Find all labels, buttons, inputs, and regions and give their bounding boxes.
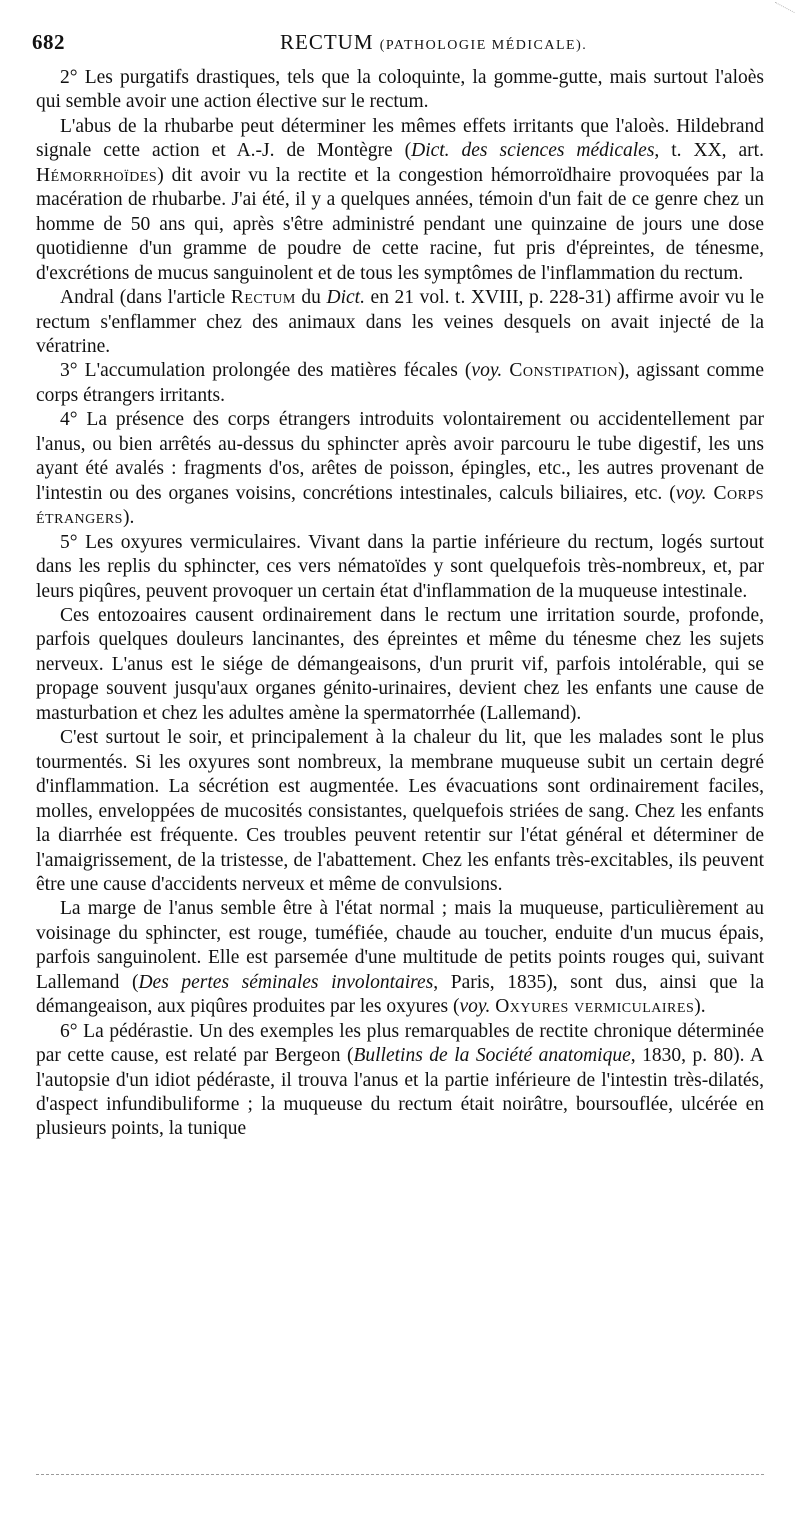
text-run: Andral (dans l'article — [60, 287, 231, 309]
paragraph-corps-etrangers — [36, 408, 764, 530]
text-run: ) dit avoir vu la rectite et la congestion hémorroïdhaire provoquées par la macération de rhubarbe. J'ai été, il y a quelques années, témoin d'un fait de ce genre chez un homme de 50 ans qui, après s'être administré pendant une quinzaine de jours une dose quotidienne d'un gramme de poudre de cette racine, fut pris d'épreintes, de ténesme, d'excrétions de mucus sanguinolent et de tous les symptômes de l'inflammation du rectum. — [36, 164, 764, 284]
text-run: en 21 vol. t. XVIII, p. 228-31) affirme avoir vu le rectum s'enflammer chez des animaux dans les veines desquels on avait injecté de la vératrine. — [36, 287, 765, 357]
text-run: ). — [122, 507, 135, 529]
paragraph-purgatifs — [36, 66, 764, 115]
running-title-subtitle: (PATHOLOGIE MÉDICALE). — [379, 38, 588, 53]
italic-citation: voy. — [675, 482, 707, 504]
footer-divider — [36, 1474, 764, 1475]
paragraph-oxyures — [36, 531, 764, 604]
small-caps-reference: Constipation — [509, 360, 619, 382]
running-title-main: RECTUM — [280, 30, 374, 54]
italic-citation: Bulletins de la Société anatomique — [353, 1045, 631, 1067]
running-header — [32, 30, 770, 64]
paragraph-andral — [36, 286, 764, 359]
paragraph-soir — [36, 726, 764, 897]
text-run: 2° Les purgatifs drastiques, tels que la coloquinte, la gomme-gutte, mais surtout l'aloès qui semble avoir une action élective sur le rectum. — [36, 67, 764, 113]
text-run: , t. XX, art. — [654, 140, 764, 162]
text-run: , 1830, p. 80). A l'autopsie d'un idiot pédéraste, il trouva l'anus et la partie inférieure de l'intestin très-dilatés, d'aspect infundibuliforme ; la muqueuse du rectum était noirâtre, boursouflée, ulcérée en plusieurs points, la tunique — [36, 1045, 764, 1140]
text-run: , Paris, 1835), sont dus, ainsi que la démangeaison, aux piqûres produites par les oxyures ( — [36, 971, 765, 1018]
paragraph-rhubarbe — [36, 115, 764, 286]
small-caps-reference: Corps étrangers — [36, 482, 764, 529]
paragraph-pederastie — [36, 1020, 764, 1142]
paragraph-entozoaires — [36, 604, 764, 726]
text-run: Ces entozoaires causent ordinairement dans le rectum une irritation sourde, profonde, parfois quelques douleurs lancinantes, des épreintes et même du ténesme chez les sujets nerveux. L'anus est le siége de démangeaisons, d'un prurit vif, parfois intolérable, qui se propage souvent jusqu'aux organes génito-urinaires, devient chez les enfants une cause de masturbation et chez les adultes amène la spermatorrhée (Lallemand). — [36, 604, 764, 724]
running-title — [280, 30, 587, 55]
italic-citation: Dict. — [326, 287, 365, 309]
page-corner-mark — [767, 2, 794, 27]
italic-citation: Des pertes séminales involontaires — [138, 971, 434, 993]
paragraph-marge-anus — [36, 897, 764, 1019]
italic-citation: voy. — [459, 996, 491, 1018]
small-caps-reference: Rectum — [230, 287, 296, 309]
text-run: 3° L'accumulation prolongée des matières fécales ( — [60, 360, 472, 382]
body-text — [36, 66, 764, 1142]
small-caps-reference: Hémorrhoïdes — [36, 164, 158, 186]
text-run: ). — [694, 996, 706, 1018]
paragraph-matieres-fecales — [36, 359, 764, 408]
text-run: 5° Les oxyures vermiculaires. Vivant dans la partie inférieure du rectum, logés surtout dans les replis du sphincter, ces vers nématoïdes y sont quelquefois très-nombreux, et, par leurs piqûres, peuvent provoquer un certain état d'inflammation de la muqueuse intestinale. — [36, 531, 764, 602]
text-run: 6° La pédérastie. Un des exemples les plus remarquables de rectite chronique déterminée par cette cause, est relaté par Bergeon ( — [36, 1020, 764, 1067]
page-number: 682 — [32, 30, 65, 54]
text-run: du — [295, 287, 327, 309]
text-run: 4° La présence des corps étrangers introduits volontairement ou accidentellement par l'anus, ou bien arrêtés au-dessus du sphincter après avoir parcouru le tube digestif, les uns ayant été avalés : fragments d'os, arêtes de poisson, épingles, etc., les autres provenant de l'intestin ou des organes voisins, concrétions intestinales, calculs biliaires, etc. ( — [36, 409, 764, 504]
text-run: La marge de l'anus semble être à l'état normal ; mais la muqueuse, particulièrement au voisinage du sphincter, est rouge, tuméfiée, chaude au toucher, enduite d'un mucus épais, parfois sanguinolent. Elle est parsemée d'une multitude de petits points rouges qui, suivant Lallemand ( — [36, 898, 764, 993]
text-run: L'abus de la rhubarbe peut déterminer les mêmes effets irritants que l'aloès. Hildebrand signale cette action et A.-J. de Montègre ( — [36, 115, 764, 162]
italic-citation: Dict. des sciences médicales — [411, 140, 655, 162]
text-run: C'est surtout le soir, et principalement à la chaleur du lit, que les malades sont le plus tourmentés. Si les oxyures sont nombreux, la membrane muqueuse subit un certain degré d'inflammation. La sécrétion est augmentée. Les évacuations sont ordinairement faciles, molles, enveloppées de mucosités consistantes, quelquefois striées de sang. Chez les enfants la diarrhée est fréquente. Ces troubles peuvent retentir sur l'état général et déterminer de l'amaigrissement, de la tristesse, de l'abattement. Chez les enfants très-excitables, ils peuvent être une cause d'accidents nerveux et même de convulsions. — [36, 727, 764, 895]
text-run: ), agissant comme corps étrangers irritants. — [36, 360, 765, 406]
italic-citation: voy. — [471, 360, 503, 382]
small-caps-reference: Oxyures vermiculaires — [495, 996, 695, 1018]
